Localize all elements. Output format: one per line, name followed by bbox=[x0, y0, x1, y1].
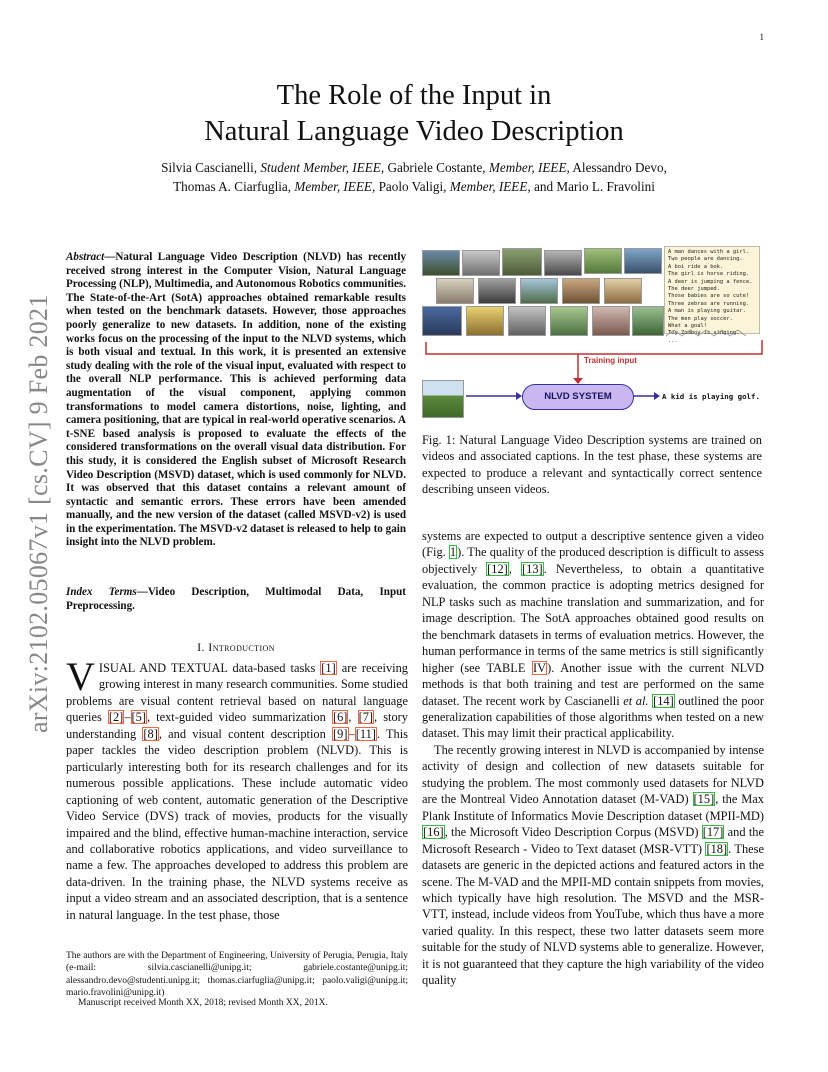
training-caption: ... bbox=[668, 337, 678, 344]
training-caption: Three zebras are running. bbox=[668, 300, 750, 307]
table-link[interactable]: IV bbox=[533, 660, 547, 675]
title-line-2: Natural Language Video Description bbox=[204, 116, 624, 147]
right-column-text bbox=[422, 528, 764, 989]
index-terms-label: Index Terms bbox=[66, 586, 137, 598]
figure-link[interactable]: 1 bbox=[449, 545, 457, 560]
section-heading-text: I. Introduction bbox=[197, 640, 275, 654]
citation-link[interactable]: [15] bbox=[693, 792, 715, 807]
page-number: 1 bbox=[759, 32, 764, 42]
text: , the Max Plank Institute of Informatics Movie Description dataset (MPII-MD) bbox=[422, 792, 764, 823]
citation-link[interactable]: [1] bbox=[321, 661, 336, 675]
text: . These datasets are generic in the depicted actions and featured actors in the scene. The M-VAD and the MPII-MD contain snippets from movies, which typically have high resolution. The MSVD and the MSR-VTT, instead, include videos from YouTube, which thus have a more varied quality. In this respect, these two latter datasets seem more suitable for the study of NLVD systems able to generalize. However, it is not guaranteed that they capture the high variability of the video quality bbox=[422, 841, 764, 988]
citation-link[interactable]: [11] bbox=[355, 726, 376, 741]
training-input-label: Training input bbox=[584, 356, 637, 365]
author-list bbox=[90, 158, 738, 196]
text: . Nevertheless, to obtain a quantitative evaluation, the common practice is adopting metrics designed for NLP tasks such as machine translation and summarization, and for image description. The SotA approaches obtained good results on the benchmark datasets in terms of evaluation metrics. However, the human performance in terms of the same metrics is still significantly higher (see TABLE bbox=[422, 561, 764, 675]
section-heading bbox=[66, 640, 406, 655]
author-role: Member, IEEE, bbox=[294, 179, 376, 194]
text: systems are expected to output a descriptive sentence given a video (Fig. bbox=[422, 529, 764, 560]
author-role: Member, IEEE, bbox=[488, 160, 570, 175]
torn-edge bbox=[666, 330, 746, 336]
index-terms bbox=[66, 586, 406, 613]
drop-cap: V bbox=[66, 654, 95, 699]
author: Thomas A. Ciarfuglia, bbox=[173, 179, 295, 194]
author: Alessandro Devo, bbox=[569, 160, 667, 175]
author: Paolo Valigi, bbox=[375, 179, 450, 194]
training-caption: What a goal! bbox=[668, 323, 707, 330]
abstract-text: —Natural Language Video Description (NLVD) has recently received strong interest in the Computer Vision, Natural Language Processing (NLP), Multimedia, and Autonomous Robotics communities. The State-of-the-Art (SotA) approaches obtained remarkable results when tested on the benchmark datasets. However, those approaches poorly generalize to new datasets. In addition, none of the existing works focus on the processing of the input to the NLVD systems, which is both visual and textual. In this work, it is presented an extensive study dealing with the role of the visual input, evaluated with respect to the overall NLP performance. This is achieved performing data augmentation of the visual component, applying common transformations to model camera distortions, noise, lighting, and camera positioning, that are typical in real-world operative scenarios. A t-SNE based analysis is proposed to evaluate the effects of the considered transformations on the overall visual data distribution. For this study, it is considered the English subset of Microsoft Research Video Description (MSVD) dataset, which is used commonly for NLVD. It was observed that this dataset contains a relevant amount of syntactic and semantic errors. These errors have been amended manually, and the new version of the dataset (called MSVD-v2) is used in the experimentation. The MSVD-v2 dataset is released to help to gain insight into the NLVD problem. bbox=[66, 251, 406, 549]
arrow-head-icon bbox=[654, 392, 660, 400]
abstract-label: Abstract bbox=[66, 251, 105, 263]
citation-link[interactable]: [9] bbox=[333, 726, 348, 741]
training-caption: The men play soccer. bbox=[668, 315, 733, 322]
text: . This paper tackles the video description problem (NLVD). This is particularly interesting both for its research challenges and for its numerous possible applications. These include automatic video captioning of web content, automatic generation of the Descriptive Video Service (DVS) track of movies, products for the visually impaired and the blind, effective human-machine interaction, service and collaborative robotics applications, and video surveillance to name a few. The approaches developed to address this problem are data-driven. In the training phase, the NLVD systems receive as input a video stream and an associated description, that is a sentence in natural language. In the test phase, those bbox=[66, 726, 409, 922]
text: – bbox=[348, 726, 355, 741]
text: ). The quality of the produced description is difficult to assess objectively bbox=[422, 545, 764, 576]
training-caption: A man dances with a girl. bbox=[668, 249, 750, 255]
output-sentence: A kid is playing golf. bbox=[662, 392, 760, 401]
text: – bbox=[124, 710, 131, 725]
citation-link[interactable]: [17] bbox=[702, 825, 724, 840]
citation-link[interactable]: [7] bbox=[358, 710, 374, 725]
figure-caption: Fig. 1: Natural Language Video Description systems are trained on videos and associated captions. In the test phase, these systems are expected to produce a relevant and syntactically correct sentence describing unseen videos. bbox=[422, 433, 762, 497]
training-caption: Two people are dancing. bbox=[668, 256, 743, 263]
paragraph bbox=[422, 528, 764, 742]
training-caption: The deer jumped. bbox=[668, 286, 720, 293]
training-caption: The girl is horse riding. bbox=[668, 271, 750, 278]
intro-paragraph bbox=[66, 654, 409, 923]
training-caption: A boi ride a bok. bbox=[668, 263, 724, 270]
citation-link[interactable]: [6] bbox=[332, 710, 348, 725]
manuscript-note: Manuscript received Month XX, 2018; revised Month XX, 201X. bbox=[78, 998, 328, 1008]
text: are receiving growing interest in many research communities. Some studied problems are visual content retrieval based on natural language queries bbox=[66, 661, 408, 725]
citation-link[interactable]: [13] bbox=[522, 561, 543, 576]
citation-link[interactable]: [5] bbox=[131, 710, 146, 725]
citation-link[interactable]: [2] bbox=[108, 710, 124, 725]
text: ). Another issue with the current NLVD methods is that both training and test are performed on the same dataset. The recent work by Cascianelli bbox=[422, 660, 764, 708]
test-video-thumbnail bbox=[422, 380, 464, 418]
nlvd-system-box: NLVD SYSTEM bbox=[522, 384, 634, 410]
title-line-1: The Role of the Input in bbox=[276, 80, 552, 111]
training-caption: A man is playing guitar. bbox=[668, 308, 746, 315]
text: , the Microsoft Video Description Corpus (MSVD) bbox=[444, 825, 702, 840]
text: outlined the poor generalization capabilities of those algorithms when tested on a new dataset. This may limit their practical applicability. bbox=[422, 693, 764, 741]
figure-1 bbox=[422, 244, 768, 424]
citation-link[interactable]: [12] bbox=[487, 561, 508, 576]
text: , and visual content description bbox=[158, 726, 333, 741]
citation-link[interactable]: [16] bbox=[423, 825, 444, 840]
citation-link[interactable]: [14] bbox=[653, 693, 674, 708]
index-terms-text: —Video Description, Multimodal Data, Input Preprocessing. bbox=[66, 586, 406, 612]
text: and the Microsoft Research - Video to Text dataset (MSR-VTT) bbox=[422, 825, 764, 856]
citation-link[interactable]: [18] bbox=[706, 841, 728, 856]
training-caption: Toy Zomboy is singing. bbox=[668, 330, 740, 337]
author-role: Member, IEEE, bbox=[449, 179, 531, 194]
paragraph bbox=[422, 742, 764, 989]
author-role: Student Member, IEEE, bbox=[260, 160, 385, 175]
text: , story understanding bbox=[66, 710, 408, 741]
author: Silvia Cascianelli, bbox=[161, 160, 261, 175]
text: , bbox=[348, 710, 358, 725]
training-caption: A deer is jumping a fence. bbox=[668, 278, 753, 285]
arxiv-stamp: arXiv:2102.05067v1 [cs.CV] 9 Feb 2021 bbox=[24, 294, 53, 733]
affiliation-footnote: The authors are with the Department of Engineering, University of Perugia, Perugia, Italy (e-mail: silvia.cascianelli@unipg.it; gabriele.costante@unipg.it; alessandro.devo@studenti.unipg.it; thomas.ciarfuglia@unipg.it; paolo.valigi@unipg.it; mario.fravolini@unipg.it) bbox=[66, 951, 408, 998]
citation-link[interactable]: [8] bbox=[143, 726, 158, 741]
author: and Mario L. Fravolini bbox=[530, 179, 655, 194]
text: , text-guided video summarization bbox=[146, 710, 332, 725]
text: , bbox=[508, 561, 522, 576]
text: et al. bbox=[623, 693, 649, 708]
bracket-line bbox=[426, 337, 762, 354]
paper-title bbox=[0, 78, 828, 150]
abstract bbox=[66, 251, 406, 550]
text: The recently growing interest in NLVD is accompanied by intense activity of design and collection of new datasets suitable for studying the problem. The most commonly used datasets for NLVD are the Montreal Video Annotation dataset (M-VAD) bbox=[422, 742, 764, 807]
training-caption: Those babies are so cute! bbox=[668, 293, 750, 300]
text: ISUAL AND TEXTUAL data-based tasks bbox=[98, 661, 321, 675]
author: Gabriele Costante, bbox=[384, 160, 489, 175]
